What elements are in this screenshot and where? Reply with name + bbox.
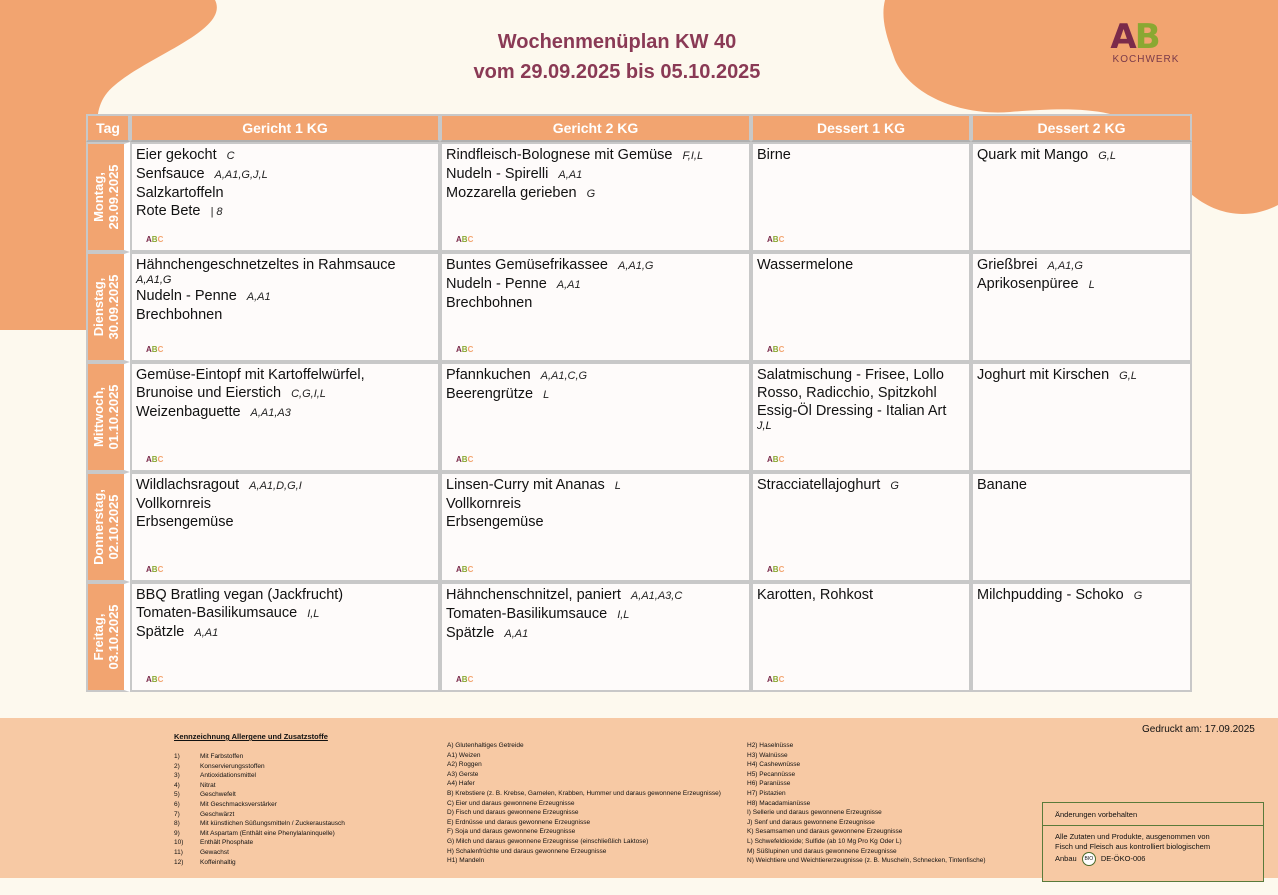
dish-name: Quark mit Mango xyxy=(977,147,1089,163)
abc-mini-logo: ABC xyxy=(146,345,164,354)
dish-line xyxy=(442,586,749,605)
allergen-item: G) Milch und daraus gewonnene Erzeugnisse (einschließlich Laktose) xyxy=(447,837,649,845)
dish-name: Erbsengemüse xyxy=(136,514,234,530)
abc-mini-logo: ABC xyxy=(146,675,164,684)
dish-line xyxy=(132,513,438,531)
dish-line xyxy=(442,184,749,203)
dish-line xyxy=(973,256,1190,275)
abc-mini-logo: ABC xyxy=(456,565,474,574)
allergen-item: A1) Weizen xyxy=(447,751,481,759)
dish-line xyxy=(442,476,749,495)
legend-item xyxy=(174,790,345,800)
table-header-row xyxy=(86,114,1192,142)
dish-name: Wildlachsragout xyxy=(136,477,240,493)
dessert-1-cell xyxy=(751,582,971,692)
allergen-item: D) Fisch und daraus gewonnene Erzeugnisse xyxy=(447,809,579,817)
legend-item xyxy=(174,838,345,848)
dish-name: Vollkornreis xyxy=(446,496,521,512)
dish-line xyxy=(442,513,749,531)
dish-name: Rosso, Radicchio, Spitzkohl xyxy=(757,385,937,401)
dish-line xyxy=(753,586,969,604)
legend-item xyxy=(174,858,345,868)
dish-name: Linsen-Curry mit Ananas xyxy=(446,477,605,493)
legend-item xyxy=(174,800,345,810)
allergen-codes: I,L xyxy=(307,608,320,620)
legend-item xyxy=(174,829,345,839)
dish-line xyxy=(442,294,749,312)
day-name: Donnerstag, xyxy=(91,489,106,565)
allergen-item: H4) Cashewnüsse xyxy=(747,761,801,769)
dish-name: Hähnchenschnitzel, paniert xyxy=(446,587,621,603)
dish-name: BBQ Bratling vegan (Jackfrucht) xyxy=(136,587,344,603)
legend-item-text: Enthält Phosphate xyxy=(200,839,254,847)
day-cell xyxy=(86,252,130,362)
dish-name: Spätzle xyxy=(136,624,185,640)
menu-table xyxy=(86,114,1192,692)
allergen-codes: A,A1,G xyxy=(136,274,172,286)
allergen-codes: A,A1 xyxy=(246,291,271,303)
legend-item-text: Gewachst xyxy=(200,848,229,856)
dish-name: Wassermelone xyxy=(757,257,854,273)
table-row xyxy=(86,252,1192,362)
table-row xyxy=(86,142,1192,252)
allergen-item: A3) Gerste xyxy=(447,770,479,778)
dish-name: Hähnchengeschnetzeltes in Rahmsauce xyxy=(136,257,396,273)
allergen-item: L) Schwefeldioxide; Sulfide (ab 10 Mg Pro Kg Oder L) xyxy=(747,837,902,845)
day-label xyxy=(91,604,121,669)
dish-name: Weizenbaguette xyxy=(136,404,241,420)
dessert-1-cell xyxy=(751,142,971,252)
dish-name: Brechbohnen xyxy=(446,295,533,311)
allergen-codes: G,L xyxy=(1119,370,1137,382)
legend-item xyxy=(174,762,345,772)
gericht-2-cell xyxy=(440,142,751,252)
col-header-gericht-1: Gericht 1 KG xyxy=(130,114,440,142)
gericht-2-cell xyxy=(440,362,751,472)
legend-item-number: 11) xyxy=(174,848,183,856)
dish-line xyxy=(132,165,438,184)
dish-name: Banane xyxy=(977,477,1027,493)
gericht-1-cell xyxy=(130,252,440,362)
printed-date: Gedruckt am: 17.09.2025 xyxy=(1142,724,1255,735)
allergen-item: H6) Paranüsse xyxy=(747,780,791,788)
dish-line xyxy=(442,146,749,165)
allergen-item: H5) Pecannüsse xyxy=(747,770,796,778)
allergen-codes: A,A1,G xyxy=(1047,260,1083,272)
dish-name: Senfsauce xyxy=(136,166,205,182)
gericht-2-cell xyxy=(440,472,751,582)
gericht-1-cell xyxy=(130,582,440,692)
abc-mini-logo: ABC xyxy=(456,675,474,684)
dish-line xyxy=(132,495,438,513)
legend-item-text: Mit künstlichen Süßungsmitteln / Zuckeraustausch xyxy=(200,820,345,828)
notice-line-3 xyxy=(1055,852,1263,866)
legend-item-number: 2) xyxy=(174,762,180,770)
logo-subtitle: KOCHWERK xyxy=(1112,54,1180,65)
dessert-1-cell xyxy=(751,472,971,582)
dish-name: Salzkartoffeln xyxy=(136,185,224,201)
day-cell xyxy=(86,362,130,472)
dish-line xyxy=(442,256,749,275)
legend-item-number: 10) xyxy=(174,839,184,847)
col-header-dessert-1: Dessert 1 KG xyxy=(751,114,971,142)
dish-name: Vollkornreis xyxy=(136,496,211,512)
logo-mark: ABC xyxy=(1110,17,1182,57)
abc-mini-logo: ABC xyxy=(146,565,164,574)
day-cell xyxy=(86,582,130,692)
dish-line xyxy=(973,476,1190,494)
abc-mini-logo: ABC xyxy=(767,455,785,464)
legend-item-number: 1) xyxy=(174,753,180,760)
legend-item-number: 9) xyxy=(174,829,180,837)
dish-line xyxy=(132,184,438,202)
day-date: 01.10.2025 xyxy=(106,384,121,450)
col-header-dessert-2: Dessert 2 KG xyxy=(971,114,1192,142)
additives-list xyxy=(174,752,345,867)
col-header-day: Tag xyxy=(86,114,130,142)
abc-mini-logo: ABC xyxy=(767,565,785,574)
allergen-codes: A,A1 xyxy=(556,279,581,291)
dish-line xyxy=(973,366,1190,385)
allergens-list-a xyxy=(447,741,721,866)
allergen-item: H8) Macadamianüsse xyxy=(747,799,811,807)
dessert-2-cell xyxy=(971,142,1192,252)
legend-item-number: 3) xyxy=(174,772,180,780)
gericht-1-cell xyxy=(130,472,440,582)
dish-line xyxy=(753,366,969,384)
legend-item xyxy=(174,771,345,781)
allergen-codes: A,A1,D,G,I xyxy=(249,480,302,492)
dish-name: Tomaten-Basilikumsauce xyxy=(136,605,298,621)
abc-mini-logo: ABC xyxy=(767,345,785,354)
day-label xyxy=(91,274,121,339)
dish-line xyxy=(132,604,438,623)
dish-line xyxy=(132,403,438,422)
gericht-1-cell xyxy=(130,142,440,252)
legend-item xyxy=(174,848,345,858)
notice-line-2: Fisch und Fleisch aus kontrolliert biologischem xyxy=(1055,842,1211,851)
dish-name: Pfannkuchen xyxy=(446,367,531,383)
allergen-codes: G xyxy=(890,480,899,492)
allergen-codes: A,A1,A3,C xyxy=(630,590,683,602)
dish-name: Joghurt mit Kirschen xyxy=(977,367,1110,383)
dish-name: Nudeln - Penne xyxy=(446,276,547,292)
allergen-item: N) Weichtiere und Weichtiererzeugnisse (z. B. Muscheln, Schnecken, Tintenfische) xyxy=(747,857,986,865)
abc-mini-logo: ABC xyxy=(146,455,164,464)
dish-line xyxy=(753,146,969,164)
dish-line xyxy=(442,385,749,404)
dish-line xyxy=(442,495,749,513)
dish-line xyxy=(132,366,438,384)
allergen-codes: A,A1,G xyxy=(618,260,654,272)
day-date: 03.10.2025 xyxy=(106,604,121,670)
dish-name: Spätzle xyxy=(446,625,495,641)
table-row xyxy=(86,362,1192,472)
dish-name: Brunoise und Eierstich xyxy=(136,385,282,401)
allergen-item: J) Senf und daraus gewonnene Erzeugnisse xyxy=(747,818,875,826)
dessert-1-cell xyxy=(751,362,971,472)
dish-line xyxy=(973,146,1190,165)
bio-seal-icon: BIO xyxy=(1082,852,1096,866)
allergen-codes: I,L xyxy=(617,609,630,621)
allergen-item: H1) Mandeln xyxy=(447,857,485,865)
notice-header: Änderungen vorbehalten xyxy=(1043,803,1263,826)
day-cell xyxy=(86,142,130,252)
dish-line xyxy=(753,384,969,402)
allergen-codes: L xyxy=(543,389,550,401)
allergen-item: H2) Haselnüsse xyxy=(747,742,794,749)
allergen-codes: G xyxy=(586,188,596,200)
allergen-item: K) Sesamsamen und daraus gewonnene Erzeugnisse xyxy=(747,828,903,836)
day-label xyxy=(91,489,121,565)
day-label xyxy=(91,164,121,229)
dish-line xyxy=(132,623,438,642)
dish-line xyxy=(753,476,969,495)
legend-item-text: Antioxidationsmittel xyxy=(200,772,256,780)
allergen-codes: A,A1 xyxy=(504,628,529,640)
notice-line-3-pre: Anbau xyxy=(1055,853,1077,863)
legend-item-text: Geschwefelt xyxy=(200,791,236,799)
dish-line xyxy=(442,605,749,624)
dessert-2-cell xyxy=(971,582,1192,692)
dish-name: Nudeln - Penne xyxy=(136,288,237,304)
abc-mini-logo: ABC xyxy=(456,455,474,464)
day-name: Montag, xyxy=(91,172,106,222)
legend-item-number: 6) xyxy=(174,800,180,808)
legend-item-text: Nitrat xyxy=(200,781,216,789)
dish-name: Stracciatellajoghurt xyxy=(757,477,881,493)
legend-item-number: 5) xyxy=(174,791,180,799)
legend-item-text: Mit Geschmacksverstärker xyxy=(200,800,277,808)
dish-name: Buntes Gemüsefrikassee xyxy=(446,257,608,273)
allergen-item: H7) Pistazien xyxy=(747,789,786,797)
dish-line xyxy=(132,202,438,221)
abc-mini-logo: ABC xyxy=(456,345,474,354)
col-header-gericht-2: Gericht 2 KG xyxy=(440,114,751,142)
notice-line-1: Alle Zutaten und Produkte, ausgenommen von xyxy=(1055,832,1210,841)
allergen-codes: L xyxy=(614,480,621,492)
legend-item-text: Mit Aspartam (Enthält eine Phenylalaninquelle) xyxy=(200,829,335,837)
allergen-codes: A,A1,G,J,L xyxy=(214,169,268,181)
legend-item-text: Mit Farbstoffen xyxy=(200,753,244,760)
dish-line xyxy=(132,287,438,306)
dessert-2-cell xyxy=(971,362,1192,472)
table-row xyxy=(86,582,1192,692)
dish-line xyxy=(753,402,969,433)
legend-item-text: Koffeinhaltig xyxy=(200,858,236,866)
day-name: Freitag, xyxy=(91,613,106,661)
dish-name: Gemüse-Eintopf mit Kartoffelwürfel, xyxy=(136,367,365,383)
legend-item-text: Konservierungsstoffen xyxy=(200,762,265,770)
dessert-2-cell xyxy=(971,252,1192,362)
notice-box xyxy=(1042,802,1264,882)
dish-line xyxy=(442,624,749,643)
allergens-list-b xyxy=(747,741,986,866)
legend-item xyxy=(174,810,345,820)
allergen-codes: L xyxy=(1088,279,1095,291)
dish-name: Rote Bete xyxy=(136,203,201,219)
dish-name: Salatmischung - Frisee, Lollo xyxy=(757,367,944,383)
dish-name: Milchpudding - Schoko xyxy=(977,587,1124,603)
allergen-codes: A,A1 xyxy=(194,627,219,639)
legend-item-number: 8) xyxy=(174,820,180,828)
dish-name: Nudeln - Spirelli xyxy=(446,166,549,182)
dish-line xyxy=(442,275,749,294)
dish-name: Essig-Öl Dressing - Italian Art xyxy=(757,403,947,419)
allergen-item: E) Erdnüsse und daraus gewonnene Erzeugnisse xyxy=(447,818,591,826)
dish-line xyxy=(132,476,438,495)
table-row xyxy=(86,472,1192,582)
gericht-2-cell xyxy=(440,582,751,692)
dish-name: Rindfleisch-Bolognese mit Gemüse xyxy=(446,147,673,163)
allergen-codes: A,A1,C,G xyxy=(540,370,588,382)
legend-item-number: 12) xyxy=(174,858,184,866)
notice-line-3-code: DE-ÖKO-006 xyxy=(1100,853,1146,863)
abc-mini-logo: ABC xyxy=(146,235,164,244)
day-date: 30.09.2025 xyxy=(106,274,121,340)
allergen-item: C) Eier und daraus gewonnene Erzeugnisse xyxy=(447,799,575,807)
abc-mini-logo: ABC xyxy=(767,675,785,684)
allergen-codes: C xyxy=(226,150,235,162)
dish-name: Tomaten-Basilikumsauce xyxy=(446,606,608,622)
day-name: Mittwoch, xyxy=(91,387,106,447)
dish-line xyxy=(973,275,1190,294)
dish-name: Mozzarella gerieben xyxy=(446,185,577,201)
abc-mini-logo: ABC xyxy=(456,235,474,244)
dish-line xyxy=(132,586,438,604)
dessert-1-cell xyxy=(751,252,971,362)
dish-name: Grießbrei xyxy=(977,257,1038,273)
dish-name: Karotten, Rohkost xyxy=(757,587,874,603)
dish-name: Birne xyxy=(757,147,791,163)
day-cell xyxy=(86,472,130,582)
dish-line xyxy=(132,384,438,403)
day-date: 02.10.2025 xyxy=(106,494,121,560)
allergen-codes: F,I,L xyxy=(682,150,704,162)
page-title-line1: Wochenmenüplan KW 40 xyxy=(497,31,737,53)
dish-name: Eier gekocht xyxy=(136,147,217,163)
dish-line xyxy=(132,146,438,165)
day-label xyxy=(91,384,121,449)
notice-body xyxy=(1043,826,1263,866)
legend-item-text: Geschwärzt xyxy=(200,810,235,818)
allergen-item: I) Sellerie und daraus gewonnene Erzeugnisse xyxy=(747,809,882,817)
dish-line xyxy=(132,256,438,287)
allergen-item: A2) Roggen xyxy=(447,761,482,769)
legend-item-number: 7) xyxy=(174,810,180,818)
dish-line xyxy=(132,306,438,324)
gericht-1-cell xyxy=(130,362,440,472)
gericht-2-cell xyxy=(440,252,751,362)
allergen-codes: | 8 xyxy=(210,206,223,218)
allergen-codes: C,G,I,L xyxy=(291,388,326,400)
allergen-item: A4) Hafer xyxy=(447,780,475,788)
page-title-line2: vom 29.09.2025 bis 05.10.2025 xyxy=(473,61,761,83)
dish-name: Beerengrütze xyxy=(446,386,534,402)
legend-item xyxy=(174,781,345,791)
day-date: 29.09.2025 xyxy=(106,164,121,230)
dessert-2-cell xyxy=(971,472,1192,582)
allergen-codes: J,L xyxy=(757,420,772,432)
allergen-item: M) Süßlupinen und daraus gewonnene Erzeugnisse xyxy=(747,847,897,855)
allergen-item: H) Schalenfrüchte und daraus gewonnene Erzeugnisse xyxy=(447,847,607,855)
dish-name: Aprikosenpüree xyxy=(977,276,1079,292)
day-name: Dienstag, xyxy=(91,277,106,337)
legend-item xyxy=(174,819,345,829)
dish-line xyxy=(442,165,749,184)
legend-item xyxy=(174,752,345,762)
dish-name: Brechbohnen xyxy=(136,307,223,323)
dish-line xyxy=(442,366,749,385)
allergen-codes: A,A1 xyxy=(558,169,583,181)
dish-line xyxy=(973,586,1190,605)
abc-mini-logo: ABC xyxy=(767,235,785,244)
dish-line xyxy=(753,256,969,274)
allergen-item: B) Krebstiere (z. B. Krebse, Garnelen, Krabben, Hummer und daraus gewonnene Erzeugnisse) xyxy=(447,789,721,797)
allergen-item: F) Soja und daraus gewonnene Erzeugnisse xyxy=(447,828,576,836)
allergen-codes: G,L xyxy=(1098,150,1116,162)
legend-item-number: 4) xyxy=(174,781,180,789)
allergen-codes: G xyxy=(1133,590,1143,602)
allergen-item: H3) Walnüsse xyxy=(747,751,788,759)
allergen-item: A) Glutenhaltiges Getreide xyxy=(447,742,524,749)
abc-kochwerk-logo xyxy=(1106,18,1186,65)
legend-title: Kennzeichnung Allergene und Zusatzstoffe xyxy=(174,732,328,741)
dish-name: Erbsengemüse xyxy=(446,514,544,530)
allergen-codes: A,A1,A3 xyxy=(250,407,291,419)
